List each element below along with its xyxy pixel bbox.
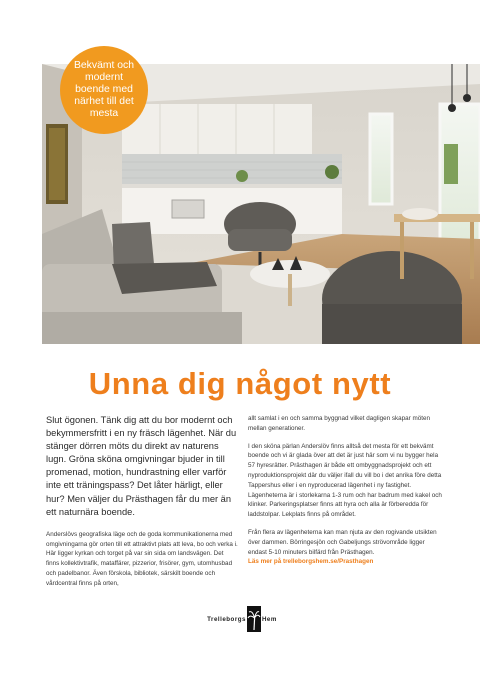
left-column [46,414,238,597]
read-more-link[interactable]: Läs mer på trelleborgshem.se/Prasthagen [248,558,374,566]
logo-word-right: Hem [261,615,277,623]
lead-paragraph: Slut ögonen. Tänk dig att du bor modernt och bekymmersfritt i en ny fräsch lägenhet. När du stänger dörren möts du direkt av naturens lugn. Gröna sköna omgivningar bjuder in till promenad, motion, hundrastning eller varför inte ett träningspass? Det låter härligt, eller hur? Men väljer du Prästhagen får du mer än ett naturnära boende. [46,415,237,517]
headline: Unna dig något nytt [88,366,392,401]
trelleborgshem-logo [204,606,280,632]
right-column [248,414,442,567]
badge-text: Bekvämt och modernt boende med närhet till det mesta [73,60,135,119]
right-body-paragraph-2: I den sköna pärlan Anderslöv finns alltså det mesta för ett bekvämt boende och vi är glada över att det är just här som vi nu bygger hela 57 hyresrätter. Prästhagen är både ett ombyggnadsprojekt och ett nyproduktionsprojekt där du väljer ifall du vill bo i det anrika före detta Tappershus eller i en nyproducerad lägenhet i ny fastighet. Lägenheterna är i storlekarna 1-3 rum och har badrum med kakel och klinker. Parkeringsplatser finns att hyra och alla är förberedda för laddstolpar. Lekplats finns på området. [248,442,442,519]
palm-tree-icon [247,606,261,632]
logo-word-left: Trelleborgs [207,615,246,623]
left-body-paragraph: Anderslövs geografiska läge och de goda kommunikationerna med omgivningarna gör orten till ett attraktivt plats att leva, bo och verka i. Här ligger kyrkan och torget på var sin sida om landsvägen. Det finns kollektivtrafik, mataffärer, pizzerior, frisörer, gym, utomhusbad och padelbanor. Även förskola, bibliotek, särskilt boende och vårdcentral finns på orten, [46,530,238,587]
right-body-paragraph-3: Från flera av lägenheterna kan man njuta av den rogivande utsikten över dammen. Börringesjön och Gabeljungs strövområde ligger endast 5-10 minuters bilfärd från Prästhagen. [248,528,437,556]
right-body-paragraph-1: allt samlat i en och samma byggnad vilket dagligen skapar möten mellan generationer. [248,415,431,432]
badge-circle [60,46,148,134]
